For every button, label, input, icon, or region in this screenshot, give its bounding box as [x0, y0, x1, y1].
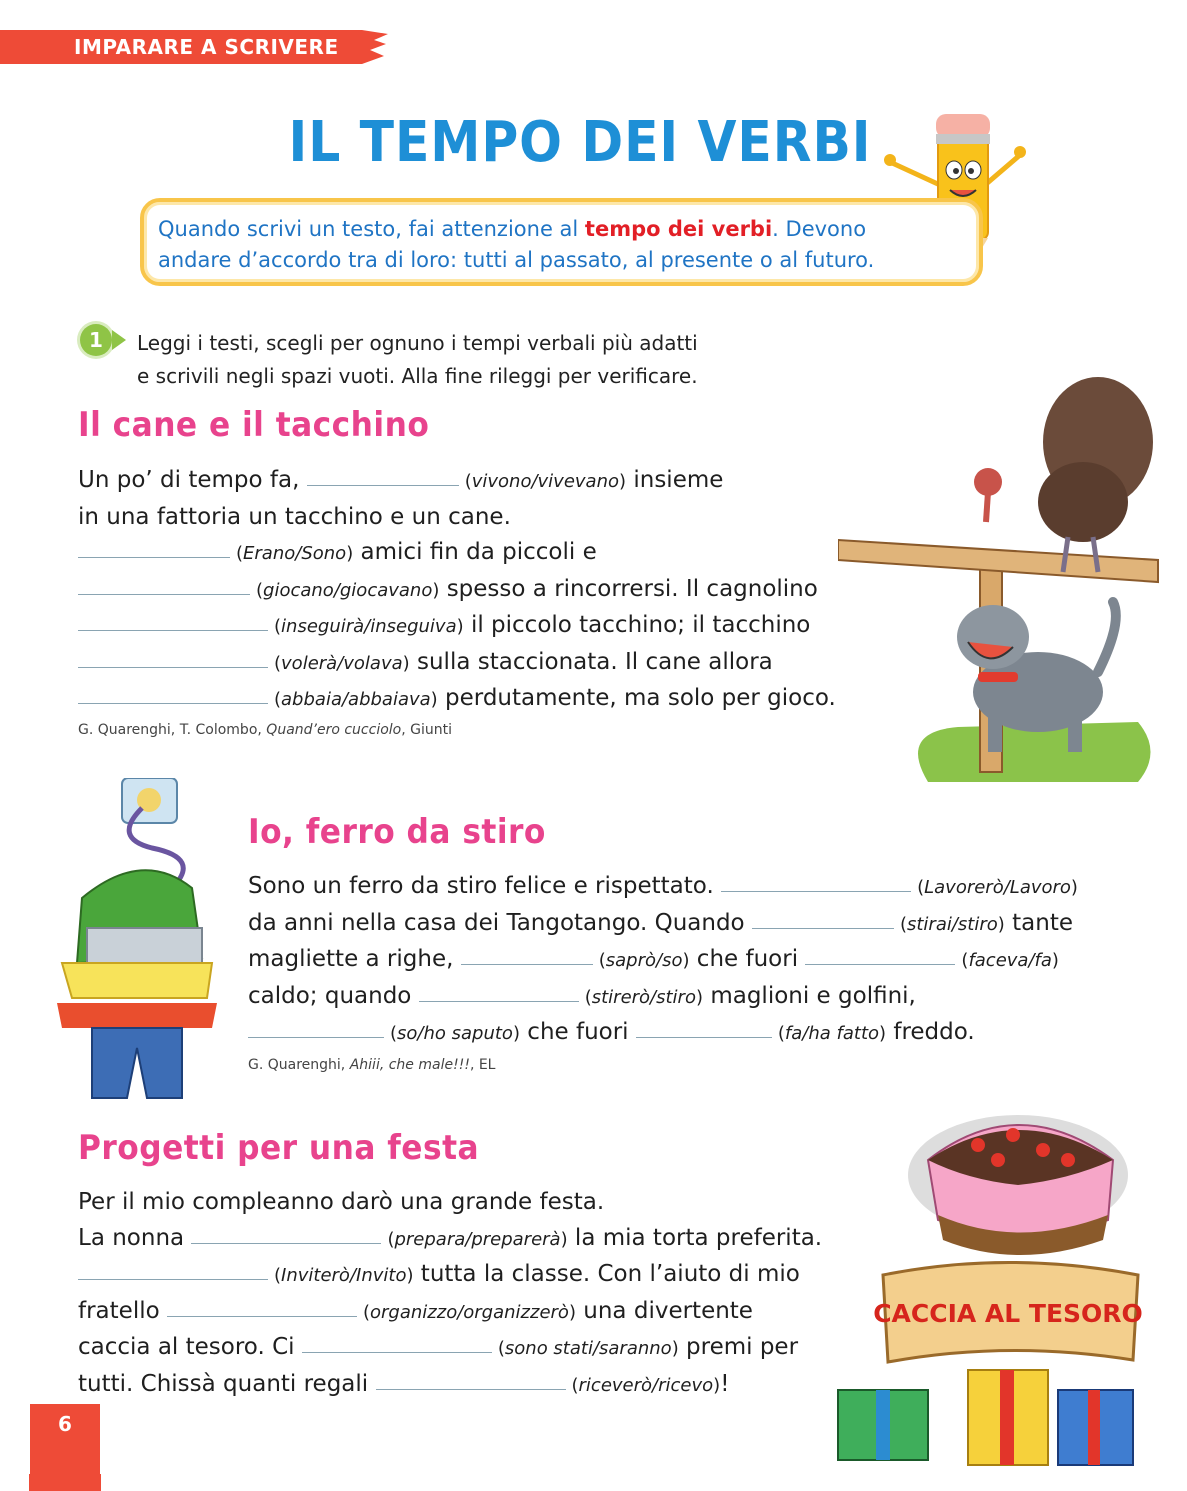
banner-text: CACCIA AL TESORO: [873, 1299, 1143, 1328]
blank-input[interactable]: [461, 963, 593, 965]
turkey-dog-illustration-icon: [838, 372, 1163, 802]
iron-illustration-icon: [52, 778, 227, 1108]
source-ferro: G. Quarenghi, Ahiii, che male!!!, EL: [248, 1057, 496, 1073]
page-number: 6: [58, 1412, 72, 1436]
blank-input[interactable]: [78, 556, 230, 558]
blank-input[interactable]: [191, 1242, 381, 1244]
section-title-cane: Il cane e il tacchino: [78, 405, 430, 445]
badge-arrow-icon: [112, 330, 126, 350]
blank-input[interactable]: [78, 629, 268, 631]
blank-input[interactable]: [376, 1388, 566, 1390]
blank-input[interactable]: [307, 484, 459, 486]
section-tag: [0, 30, 362, 64]
section-title-ferro: Io, ferro da stiro: [248, 812, 546, 852]
page-title: IL TEMPO DEI VERBI: [288, 110, 872, 175]
blank-input[interactable]: [419, 1000, 579, 1002]
section-title-festa: Progetti per una festa: [78, 1128, 480, 1168]
page-number-box: [30, 1404, 100, 1491]
party-illustration-icon: [828, 1100, 1163, 1480]
exercise-number-badge: 1: [80, 324, 112, 356]
info-box: Quando scrivi un testo, fai attenzione al tempo dei verbi. Devono andare d’accordo tra di loro: tutti al passato, al presente o al futuro.: [140, 198, 983, 286]
source-cane: G. Quarenghi, T. Colombo, Quand’ero cucciolo, Giunti: [78, 722, 453, 738]
blank-input[interactable]: [721, 890, 911, 892]
section-tag-label: IMPARARE A SCRIVERE: [74, 35, 339, 59]
exercise-instruction: Leggi i testi, scegli per ognuno i tempi verbali più adatti e scrivili negli spazi vuoti. Alla fine rileggi per verificare.: [137, 331, 698, 388]
blank-input[interactable]: [248, 1036, 384, 1038]
blank-input[interactable]: [302, 1351, 492, 1353]
text-ferro: Sono un ferro da stiro felice e rispettato. (Lavorerò/Lavoro) da anni nella casa dei Tangotango. Quando (stirai/stiro) tante magliette a righe, (saprò/so) che fuori (faceva/fa) caldo; quando (stirerò/stiro) maglioni e golfini, (so/ho saputo) che fuori (fa/ha fatto) freddo.: [248, 873, 1078, 1045]
text-cane: Un po’ di tempo fa, (vivono/vivevano) insieme in una fattoria un tacchino e un cane. (Erano/Sono) amici fin da piccoli e (giocano/giocavano) spesso a rincorrersi. Il cagnolino (inseguirà/inseguiva) il piccolo tacchino; il tacchino (volerà/volava) sulla staccionata. Il cane allora (abbaia/abbaiava) perdutamente, ma solo per gioco.: [78, 467, 836, 711]
blank-input[interactable]: [78, 1278, 268, 1280]
blank-input[interactable]: [636, 1036, 772, 1038]
blank-input[interactable]: [78, 593, 250, 595]
blank-input[interactable]: [805, 963, 955, 965]
blank-input[interactable]: [78, 666, 268, 668]
highlight-text: tempo dei verbi: [584, 217, 773, 241]
text-festa: Per il mio compleanno darò una grande festa. La nonna (prepara/preparerà) la mia torta preferita. (Inviterò/Invito) tutta la classe. Con l’aiuto di mio fratello (organizzo/organizzerò) una divertente caccia al tesoro. Ci (sono stati/saranno) premi per tutti. Chissà quanti regali (riceverò/ricevo)!: [78, 1189, 823, 1397]
blank-input[interactable]: [78, 702, 268, 704]
blank-input[interactable]: [167, 1315, 357, 1317]
blank-input[interactable]: [752, 927, 894, 929]
tag-tail-icon: [362, 30, 388, 64]
